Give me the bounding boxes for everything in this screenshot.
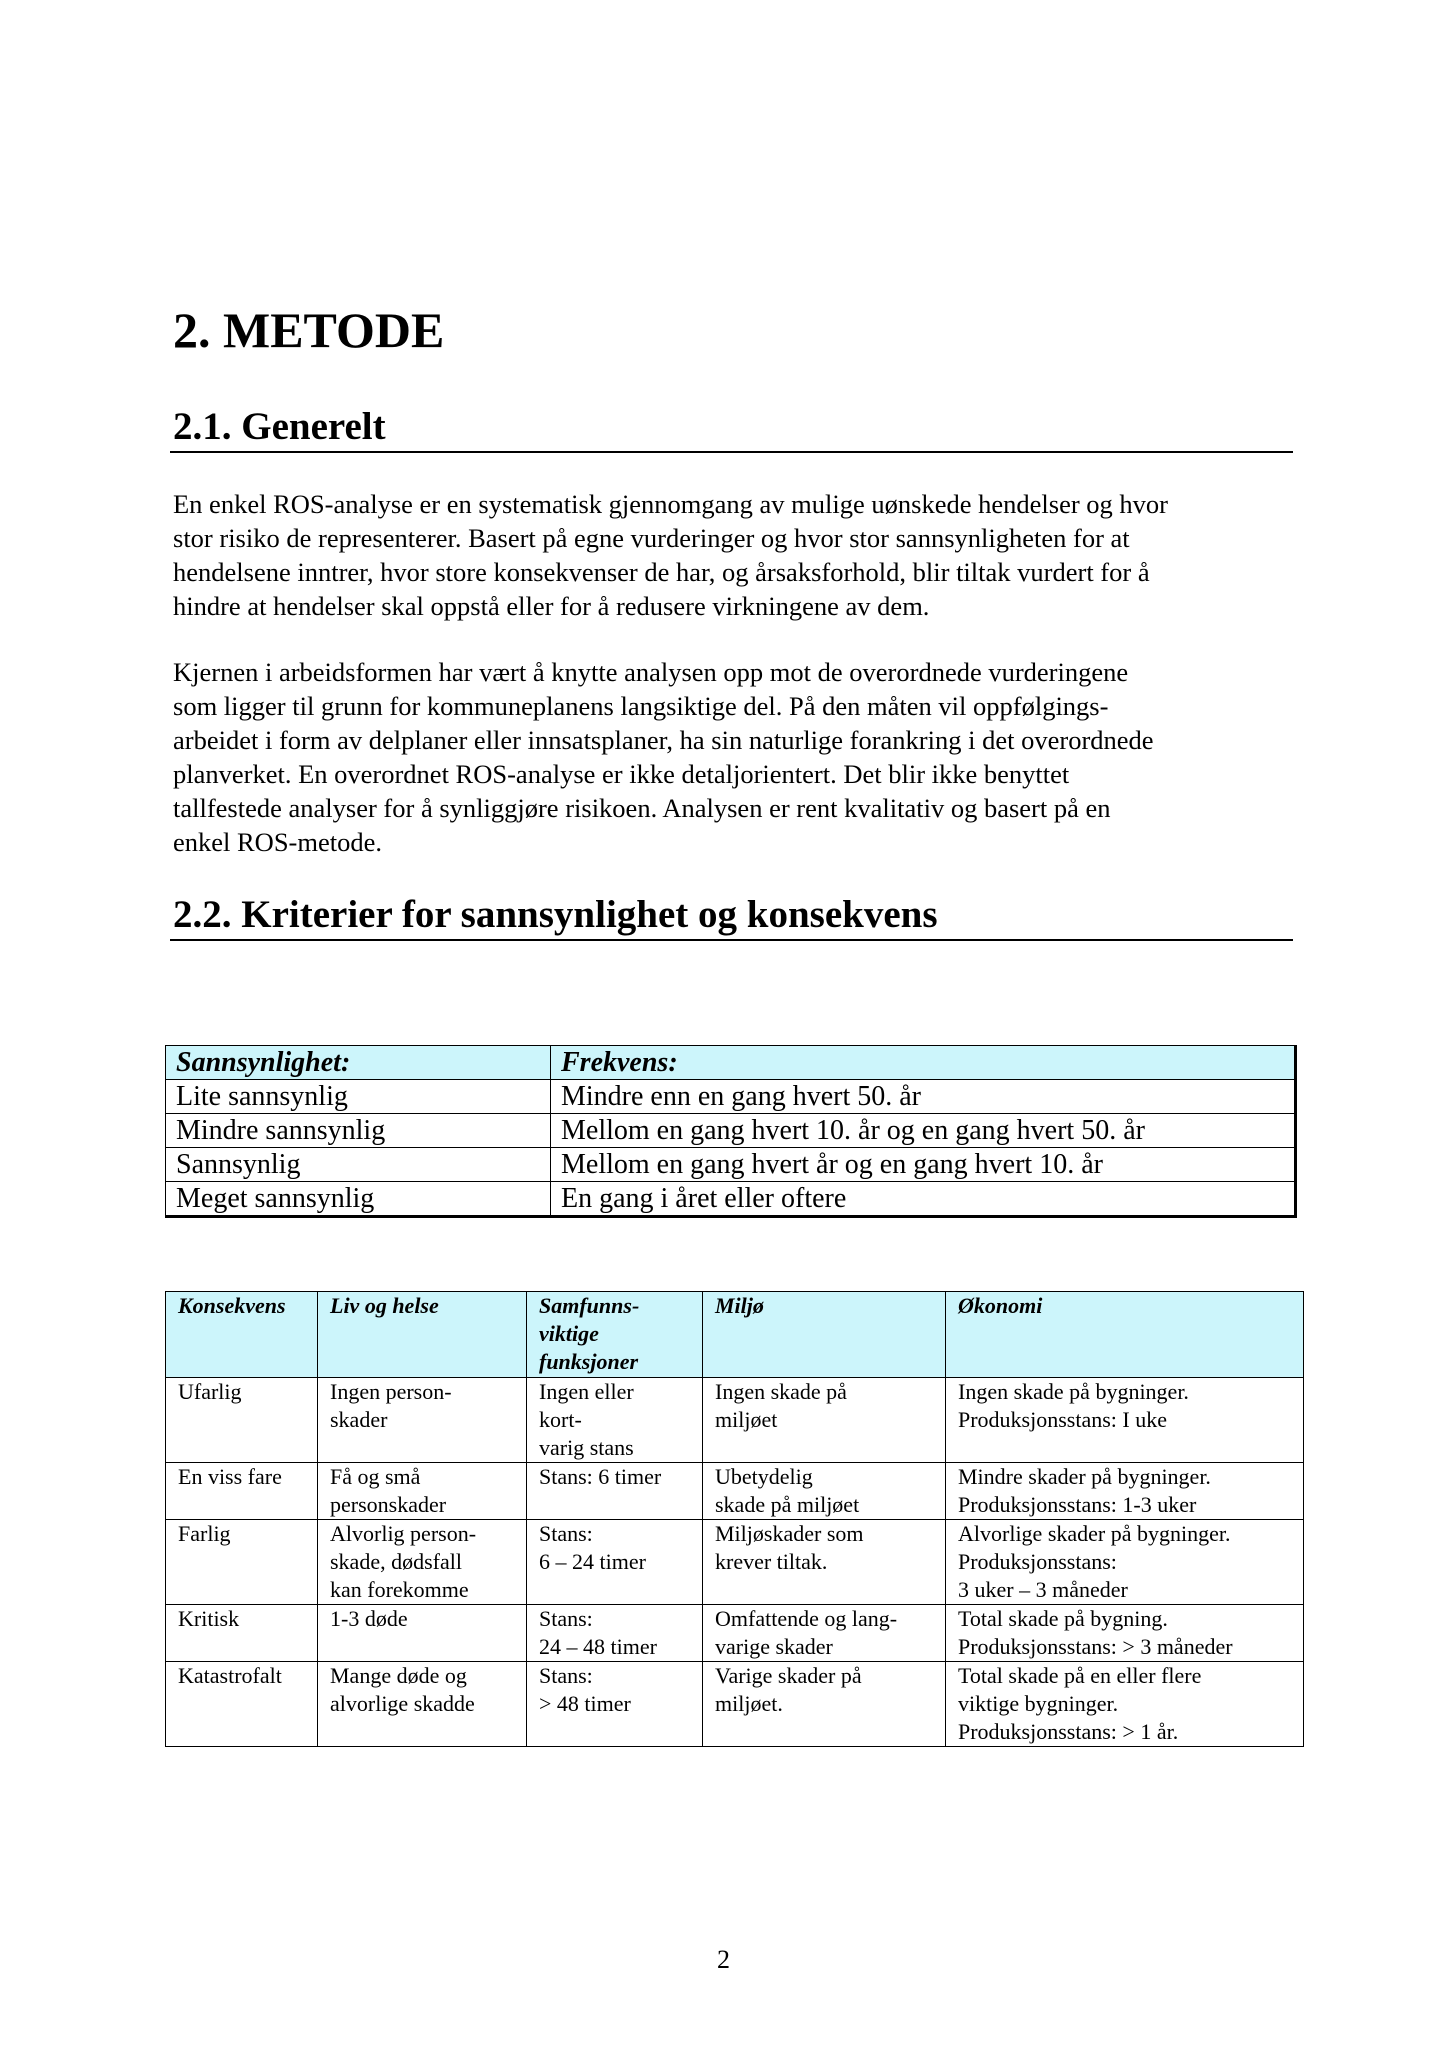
header-cell (703, 1292, 946, 1378)
cell-line: miljøet (715, 1407, 778, 1432)
table-cell (166, 1463, 318, 1520)
cell-line: Konsekvens (178, 1293, 286, 1318)
table-cell (703, 1605, 946, 1662)
cell-line: Stans: 6 timer (539, 1464, 662, 1489)
cell-line: Liv og helse (330, 1293, 439, 1318)
table-cell: Mindre sannsynlig (166, 1114, 551, 1148)
table-cell (527, 1605, 703, 1662)
page-number: 2 (717, 1945, 730, 1974)
cell-line: 24 – 48 timer (539, 1634, 657, 1659)
table-row (166, 1662, 1304, 1747)
cell-line: Miljø (715, 1293, 764, 1318)
table-cell (166, 1520, 318, 1605)
paragraph-line: som ligger til grunn for kommuneplanens langsiktige del. På den måten vil oppfølgings- (173, 691, 1109, 721)
paragraph-1 (173, 487, 1291, 623)
table-cell: Sannsynlig (166, 1148, 551, 1182)
paragraph-line: hendelsene inntrer, hvor store konsekvenser de har, og årsaksforhold, blir tiltak vurdert for å (173, 557, 1150, 587)
cell-line: Stans: (539, 1663, 593, 1688)
table-header-row (166, 1046, 1296, 1080)
table-row (166, 1378, 1304, 1463)
cell-line: krever tiltak. (715, 1549, 828, 1574)
table-row (166, 1148, 1296, 1182)
header-cell (318, 1292, 527, 1378)
table-cell (703, 1662, 946, 1747)
cell-line: Ingen skade på (715, 1379, 847, 1404)
table-cell: Mindre enn en gang hvert 50. år (551, 1080, 1296, 1114)
cell-line: Alvorlige skader på bygninger. (958, 1521, 1231, 1546)
cell-line: skade, dødsfall (330, 1549, 462, 1574)
cell-line: kan forekomme (330, 1577, 469, 1602)
cell-line: Økonomi (958, 1293, 1043, 1318)
table-cell (166, 1378, 318, 1463)
chapter-heading: 2. METODE (173, 302, 445, 358)
cell-line: Samfunns- (539, 1293, 640, 1318)
table-cell (166, 1605, 318, 1662)
cell-line: skade på miljøet (715, 1492, 860, 1517)
table-cell (703, 1378, 946, 1463)
cell-line: Ubetydelig (715, 1464, 813, 1489)
header-cell (166, 1292, 318, 1378)
table-cell: Mellom en gang hvert 10. år og en gang hvert 50. år (551, 1114, 1296, 1148)
table-row (166, 1114, 1296, 1148)
table-cell (527, 1378, 703, 1463)
cell-line: Omfattende og lang- (715, 1606, 898, 1631)
section-heading-kriterier: 2.2. Kriterier for sannsynlighet og konsekvens (170, 893, 1293, 941)
paragraph-line: planverket. En overordnet ROS-analyse er ikke detaljorientert. Det blir ikke benyttet (173, 759, 1070, 789)
cell-line: 3 uker – 3 måneder (958, 1577, 1128, 1602)
header-cell-frekvens: Frekvens: (551, 1046, 1296, 1080)
cell-line: Produksjonsstans: > 3 måneder (958, 1634, 1233, 1659)
paragraph-line: tallfestede analyser for å synliggjøre risikoen. Analysen er rent kvalitativ og basert på en (173, 793, 1111, 823)
paragraph-line: En enkel ROS-analyse er en systematisk gjennomgang av mulige uønskede hendelser og hvor (173, 489, 1168, 519)
cell-line: Stans: (539, 1521, 593, 1546)
consequence-table (165, 1291, 1304, 1747)
cell-line: 6 – 24 timer (539, 1549, 646, 1574)
paragraph-line: Kjernen i arbeidsformen har vært å knytte analysen opp mot de overordnede vurderingene (173, 657, 1129, 687)
paragraph-line: stor risiko de representerer. Basert på egne vurderinger og hvor stor sannsynligheten for at (173, 523, 1130, 553)
cell-line: Mange døde og (330, 1663, 467, 1688)
table-row (166, 1463, 1304, 1520)
table-row (166, 1080, 1296, 1114)
cell-line: > 48 timer (539, 1691, 631, 1716)
cell-line: Mindre skader på bygninger. (958, 1464, 1211, 1489)
cell-line: Produksjonsstans: I uke (958, 1407, 1167, 1432)
header-cell-sannsynlighet: Sannsynlighet: (166, 1046, 551, 1080)
cell-line: Ingen skade på bygninger. (958, 1379, 1189, 1404)
section-heading-generelt: 2.1. Generelt (170, 405, 1293, 453)
cell-line: skader (330, 1407, 388, 1432)
table-cell (527, 1520, 703, 1605)
table-cell (946, 1605, 1304, 1662)
table-cell: En gang i året eller oftere (551, 1182, 1296, 1217)
cell-line: Stans: (539, 1606, 593, 1631)
table-cell (318, 1520, 527, 1605)
cell-line: Alvorlig person- (330, 1521, 477, 1546)
table-cell (946, 1520, 1304, 1605)
table-cell (527, 1463, 703, 1520)
cell-line: Katastrofalt (178, 1663, 282, 1688)
paragraph-2 (173, 655, 1291, 859)
paragraph-line: hindre at hendelser skal oppstå eller for å redusere virkningene av dem. (173, 591, 930, 621)
cell-line: funksjoner (539, 1349, 639, 1374)
cell-line: kort- (539, 1407, 582, 1432)
table-cell (318, 1605, 527, 1662)
table-cell (946, 1378, 1304, 1463)
cell-line: Produksjonsstans: (958, 1549, 1117, 1574)
cell-line: Miljøskader som (715, 1521, 864, 1546)
table-cell (318, 1662, 527, 1747)
cell-line: alvorlige skadde (330, 1691, 475, 1716)
cell-line: Farlig (178, 1521, 231, 1546)
cell-line: varige skader (715, 1634, 833, 1659)
cell-line: 1-3 døde (330, 1606, 408, 1631)
table-cell (318, 1463, 527, 1520)
paragraph-line: enkel ROS-metode. (173, 827, 383, 857)
table-cell (703, 1520, 946, 1605)
cell-line: Total skade på bygning. (958, 1606, 1168, 1631)
table-cell (318, 1378, 527, 1463)
cell-line: Kritisk (178, 1606, 240, 1631)
table-cell (527, 1662, 703, 1747)
cell-line: Ingen eller (539, 1379, 634, 1404)
table-row (166, 1605, 1304, 1662)
table-cell (703, 1463, 946, 1520)
cell-line: Produksjonsstans: > 1 år. (958, 1719, 1179, 1744)
cell-line: En viss fare (178, 1464, 282, 1489)
cell-line: Ingen person- (330, 1379, 452, 1404)
cell-line: Produksjonsstans: 1-3 uker (958, 1492, 1197, 1517)
table-row (166, 1182, 1296, 1217)
cell-line: Få og små (330, 1464, 421, 1489)
header-cell (946, 1292, 1304, 1378)
table-header-row (166, 1292, 1304, 1378)
table-cell: Mellom en gang hvert år og en gang hvert 10. år (551, 1148, 1296, 1182)
table-cell (946, 1463, 1304, 1520)
table-cell (166, 1662, 318, 1747)
table-cell: Meget sannsynlig (166, 1182, 551, 1217)
paragraph-line: arbeidet i form av delplaner eller innsatsplaner, ha sin naturlige forankring i det overordnede (173, 725, 1154, 755)
cell-line: Ufarlig (178, 1379, 242, 1404)
table-cell: Lite sannsynlig (166, 1080, 551, 1114)
cell-line: personskader (330, 1492, 447, 1517)
cell-line: miljøet. (715, 1691, 783, 1716)
header-cell (527, 1292, 703, 1378)
table-cell (946, 1662, 1304, 1747)
table-row (166, 1520, 1304, 1605)
cell-line: Varige skader på (715, 1663, 862, 1688)
probability-table (165, 1045, 1297, 1218)
cell-line: viktige bygninger. (958, 1691, 1119, 1716)
cell-line: varig stans (539, 1435, 634, 1460)
cell-line: viktige (539, 1321, 599, 1346)
cell-line: Total skade på en eller flere (958, 1663, 1202, 1688)
